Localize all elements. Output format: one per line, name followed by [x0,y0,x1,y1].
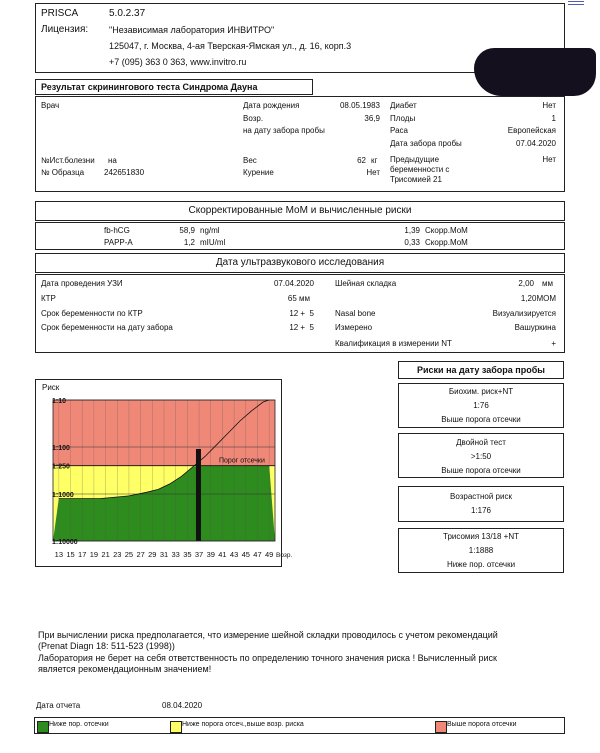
risk-status: Выше порога отсечки [441,415,521,424]
legend-label: Ниже порога отсеч.,выше возр. риска [182,721,304,728]
y-tick-label: 1:250 [52,463,70,471]
app-name: PRISCA [41,8,79,19]
risk-value: >1:50 [470,452,492,461]
x-tick-label: 35 [183,550,192,559]
x-tick-label: 33 [171,550,180,559]
diabetes-value: Нет [542,101,556,110]
birth-value: 08.05.1983 [339,101,380,110]
legend-swatch-between [170,721,182,733]
x-tick-label: 45 [241,550,250,559]
mom-row-unit: mIU/ml [200,238,226,247]
age-value: 36,9 [364,114,380,123]
us-title: Дата ультразвукового исследования [215,257,385,268]
x-tick-label: 17 [78,550,87,559]
qual-label: Квалификация в измерении NT [335,339,452,348]
sample-label: № Образца [41,168,85,177]
nt-unit: мм [542,279,553,288]
fetuses-value: 1 [551,114,556,123]
risk-value: 1:1888 [468,546,494,555]
sample-value: 242651830 [104,168,145,177]
x-axis-label: Возр. [276,552,293,559]
mom-row-value: 58,9 [179,226,195,235]
x-tick-label: 21 [101,550,110,559]
measured-value: Вашуркина [514,323,556,332]
y-tick-label: 1:100 [52,445,70,452]
legend-swatch-above [435,721,447,733]
mom-row-name: fb-hCG [104,226,130,235]
x-tick-label: 37 [194,550,204,559]
smoking-label: Курение [243,168,274,177]
case-label: №Ист.болезни [41,156,95,165]
x-tick-label: 49 [264,550,274,559]
x-tick-label: 43 [229,550,239,559]
mom-row-label: Скорр.МоМ [425,238,468,247]
risk-status: Выше порога отсечки [441,466,521,475]
legend-swatch-below [37,721,49,733]
menu-icon[interactable] [568,0,584,8]
weight-value: 62 [357,156,366,165]
mom-row-mom: 1,39 [404,226,420,235]
age-label: Возр. [243,114,264,123]
x-tick-label: 27 [136,550,145,559]
smoking-value: Нет [366,168,380,177]
term-crl-label: Срок беременности по КТР [41,309,143,318]
risk-name: Биохим. риск+NT [448,387,514,396]
fetuses-label: Плоды [390,114,416,123]
x-tick-label: 25 [124,550,134,559]
report-title: Результат скринингового теста Синдрома Дауна [41,82,258,92]
cutoff-label: Порог отсечки [219,457,265,465]
nasal-label: Nasal bone [335,309,376,318]
prev-value: Нет [542,155,556,164]
x-tick-label: 13 [54,550,64,559]
app-version: 5.0.2.37 [109,8,146,19]
nasal-value: Визуализируется [492,309,556,318]
x-tick-label: 19 [89,550,99,559]
y-tick-label: 1:10 [52,398,67,405]
y-tick-label: 1:10000 [52,539,78,546]
race-value: Европейская [507,126,556,135]
diabetes-label: Диабет [390,101,417,110]
license-label: Лицензия: [41,24,89,35]
legend-label: Выше порога отсечки [447,721,517,728]
crl-label: КТР [41,294,56,303]
note-line: (Prenat Diagn 18: 511-523 (1998)) [38,641,175,651]
race-label: Раса [390,126,408,135]
term-sample-value: 12 + 5 [289,323,314,332]
prev-label-1: Предыдущие [390,155,440,164]
sample-date-label: Дата забора пробы [390,139,462,148]
case-suffix: на [108,156,117,165]
nt-label: Шейная складка [335,279,397,288]
prev-label-3: Трисомией 21 [390,175,442,184]
risk-value: 1:176 [470,506,492,515]
mom-row-label: Скорр.МоМ [425,226,468,235]
report-date-value: 08.04.2020 [162,701,203,710]
nt-value: 2,00 [518,279,534,288]
term-crl-value: 12 + 5 [289,309,314,318]
lab-contacts: +7 (095) 363 0 363, www.invitro.ru [109,57,247,67]
weight-unit: кг [371,156,378,165]
qual-value: + [551,339,556,348]
nt-mom: 1,20MOM [520,294,556,303]
birth-label: Дата рождения [243,101,300,110]
x-tick-label: 39 [206,550,215,559]
x-tick-label: 31 [159,550,169,559]
x-tick-label: 29 [148,550,157,559]
crl-value: 65 мм [287,294,310,303]
doctor-label: Врач [41,101,60,110]
lab-name: "Независимая лаборатория ИНВИТРО" [109,25,275,35]
note-line: При вычислении риска предполагается, что измерение шейной складки проводилось с учетом рекомендаций [38,630,498,640]
mom-row-mom: 0,33 [404,238,420,247]
mom-title: Скорректированные МоМ и вычисленные риски [188,205,412,216]
age-label-2: на дату забора пробы [243,126,325,135]
risks-title: Риски на дату забора пробы [417,365,545,375]
us-date-value: 07.04.2020 [273,279,314,288]
note-line: является рекомендационным значением! [38,664,212,674]
mom-row-name: PAPP-A [104,238,133,247]
x-tick-label: 23 [113,550,122,559]
risk-name: Двойной тест [456,438,506,447]
us-date-label: Дата проведения УЗИ [41,279,123,288]
legend-label: Ниже пор. отсечки [49,721,109,728]
x-tick-label: 15 [66,550,75,559]
prev-label-2: беременности с [390,165,450,174]
weight-label: Вес [243,156,257,165]
y-tick-label: 1:1000 [52,492,74,499]
mom-row-value: 1,2 [183,238,195,247]
risk-name: Трисомия 13/18 +NT [443,532,519,541]
note-line: Лаборатория не берет на себя ответственность по определению точного значения риска ! Вычисленный риск [38,653,497,663]
lab-address: 125047, г. Москва, 4-ая Тверская-Ямская ул., д. 16, корп.3 [109,41,352,51]
term-sample-label: Срок беременности на дату забора [41,323,173,332]
x-tick-label: 41 [218,550,227,559]
x-tick-label: 47 [253,550,262,559]
patient-bar [196,449,201,541]
risk-status: Ниже пор. отсечки [446,560,516,569]
risk-chart [35,379,293,567]
measured-label: Измерено [335,323,373,332]
mom-row-unit: ng/ml [200,226,220,235]
report-date-label: Дата отчета [36,701,81,710]
sample-date-value: 07.04.2020 [515,139,556,148]
risk-name: Возрастной риск [450,492,512,501]
redaction-mark [474,48,596,96]
risk-value: 1:76 [473,401,489,410]
chart-ylabel: Риск [42,383,60,392]
